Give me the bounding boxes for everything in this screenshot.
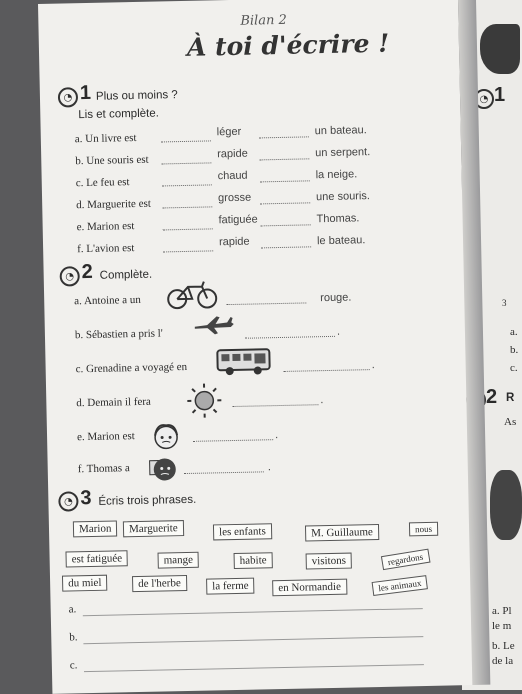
- ex2-row-label: f. Thomas a: [78, 462, 130, 475]
- workbook-page: [38, 0, 472, 694]
- ex1-adjective: fatiguée: [218, 213, 257, 226]
- ex1-row-label: c. Le feu est: [76, 176, 130, 189]
- answer-blank[interactable]: [232, 404, 318, 407]
- word-tile[interactable]: visitons: [306, 553, 353, 570]
- write-line[interactable]: [83, 608, 423, 616]
- word-tile[interactable]: habite: [234, 552, 273, 569]
- answer-blank[interactable]: [260, 202, 310, 204]
- ex1-comparison: le bateau.: [317, 234, 366, 247]
- right-bottom-a: a. Pl: [492, 605, 512, 617]
- ex2-row-after: .: [268, 461, 271, 473]
- right-ex2-num: 2: [486, 386, 497, 409]
- right-item-b: b.: [510, 344, 518, 356]
- ex3-title: Écris trois phrases.: [98, 494, 196, 508]
- ex1-comparison: Thomas.: [316, 212, 359, 225]
- ex1-row-label: a. Un livre est: [75, 132, 137, 145]
- ex1-adjective: grosse: [218, 192, 251, 205]
- answer-blank[interactable]: [226, 302, 306, 305]
- answer-blank[interactable]: [261, 224, 311, 226]
- listen-icon: ◔: [58, 491, 78, 511]
- ex1-comparison: un bateau.: [315, 124, 367, 137]
- word-tile[interactable]: les animaux: [372, 575, 429, 596]
- word-tile[interactable]: du miel: [62, 575, 108, 592]
- bus-icon: [215, 346, 274, 377]
- answer-blank[interactable]: [184, 471, 264, 474]
- bilan-label: Bilan 2: [240, 13, 287, 29]
- ex2-row-label: e. Marion est: [77, 430, 135, 443]
- girl-face-icon: [151, 421, 182, 452]
- ex2-row-after: .: [372, 359, 375, 371]
- word-tile[interactable]: Marion: [73, 520, 118, 537]
- answer-blank[interactable]: [193, 439, 273, 442]
- right-item-c: c.: [510, 362, 518, 374]
- ex1-adjective: rapide: [217, 148, 248, 161]
- word-tile[interactable]: M. Guillaume: [305, 524, 379, 542]
- ex2-row-label: a. Antoine a un: [74, 294, 141, 307]
- right-item-a: a.: [510, 326, 518, 338]
- right-ex2-title: R: [506, 392, 514, 404]
- right-bottom-b2: de la: [492, 655, 513, 667]
- character-illustration: [490, 470, 522, 540]
- ex1-row-label: d. Marguerite est: [76, 198, 151, 212]
- ex1-number: 1: [80, 82, 92, 105]
- ex2-row-label: b. Sébastien a pris l': [75, 327, 163, 341]
- word-tile[interactable]: est fatiguée: [65, 550, 128, 567]
- boy-face-icon: [147, 454, 178, 485]
- answer-blank[interactable]: [284, 369, 370, 372]
- answer-blank[interactable]: [162, 184, 212, 186]
- ex1-comparison: un serpent.: [315, 146, 370, 159]
- word-tile[interactable]: Marguerite: [123, 520, 184, 537]
- ex1-adjective: rapide: [219, 236, 250, 249]
- answer-blank[interactable]: [260, 180, 310, 182]
- right-bottom-a2: le m: [492, 620, 511, 632]
- ex1-adjective: léger: [217, 126, 242, 139]
- right-as-text: As: [504, 416, 516, 428]
- answer-blank[interactable]: [162, 206, 212, 208]
- word-tile[interactable]: les enfants: [213, 523, 272, 540]
- word-tile[interactable]: en Normandie: [272, 579, 347, 597]
- ex2-row-after: .: [337, 326, 340, 338]
- ex1-row-label: e. Marion est: [77, 220, 135, 233]
- word-tile[interactable]: mange: [158, 552, 200, 569]
- bicycle-icon: [166, 279, 219, 310]
- ex1-instruction: Lis et complète.: [78, 107, 159, 121]
- word-tile[interactable]: nous: [409, 522, 438, 537]
- ex3-number: 3: [80, 487, 92, 510]
- airplane-icon: [193, 314, 235, 337]
- write-line[interactable]: [83, 636, 423, 644]
- ex2-title: Complète.: [100, 269, 153, 282]
- answer-blank[interactable]: [161, 140, 211, 142]
- write-line-label: b.: [69, 631, 77, 643]
- ex2-row-label: c. Grenadine a voyagé en: [76, 361, 188, 375]
- answer-blank[interactable]: [163, 228, 213, 230]
- answer-blank[interactable]: [261, 246, 311, 248]
- answer-blank[interactable]: [245, 336, 335, 339]
- answer-blank[interactable]: [163, 250, 213, 252]
- ex1-title: Plus ou moins ?: [96, 89, 178, 103]
- ex2-row-after: rouge.: [320, 292, 351, 305]
- ex1-comparison: une souris.: [316, 190, 370, 203]
- ex2-row-after: .: [320, 394, 323, 406]
- right-bottom-b: b. Le: [492, 640, 515, 652]
- ex1-adjective: chaud: [218, 170, 248, 183]
- answer-blank[interactable]: [259, 158, 309, 160]
- ex2-row-after: .: [275, 429, 278, 441]
- page-title: À toi d'écrire !: [187, 29, 390, 62]
- word-tile[interactable]: regardons: [381, 549, 430, 570]
- word-tile[interactable]: de l'herbe: [132, 575, 187, 592]
- ex1-row-label: f. L'avion est: [77, 242, 135, 255]
- sun-icon: [186, 382, 223, 419]
- write-line[interactable]: [84, 664, 424, 672]
- listen-icon: ◔: [60, 266, 80, 286]
- listen-icon: ◔: [58, 87, 78, 107]
- ex1-row-label: b. Une souris est: [75, 154, 149, 168]
- dragon-illustration: [480, 24, 520, 74]
- write-line-label: a.: [69, 603, 77, 615]
- answer-blank[interactable]: [259, 136, 309, 138]
- right-ex1-num: 1: [494, 84, 505, 107]
- write-line-label: c.: [70, 659, 78, 671]
- answer-blank[interactable]: [161, 162, 211, 164]
- right-row-3: 3: [502, 298, 507, 308]
- listen-icon: ◔: [474, 89, 494, 109]
- ex2-row-label: d. Demain il fera: [76, 396, 151, 410]
- ex2-number: 2: [81, 261, 93, 284]
- word-tile[interactable]: la ferme: [206, 578, 255, 595]
- ex1-comparison: la neige.: [316, 168, 358, 181]
